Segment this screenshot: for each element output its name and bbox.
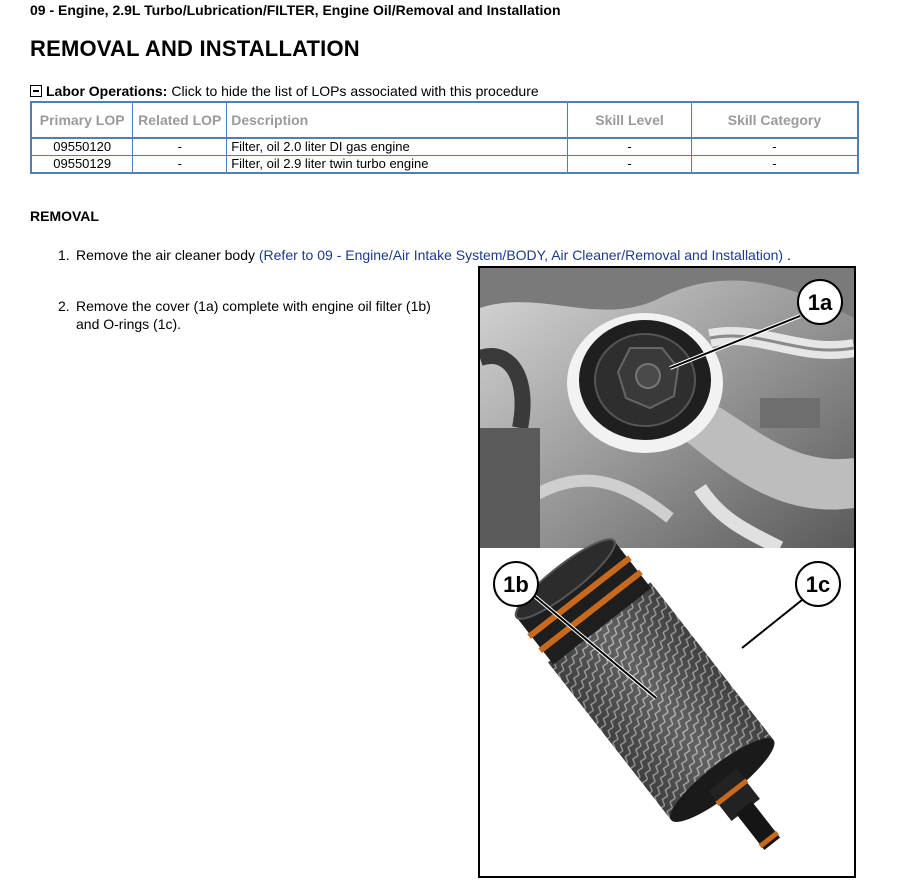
step-number: 2. [58,298,70,314]
air-cleaner-reference-link[interactable]: (Refer to 09 - Engine/Air Intake System/BODY, Air Cleaner/Removal and Installation) [258,247,784,263]
breadcrumb: 09 - Engine, 2.9L Turbo/Lubrication/FILTER, Engine Oil/Removal and Installation [30,2,561,18]
cell-related-lop: - [133,138,227,156]
step-text-line-1: Remove the cover (1a) complete with engine oil filter (1b) [76,298,431,314]
labor-operations-toggle[interactable] [30,83,539,99]
section-heading-removal: REMOVAL [30,208,99,224]
table-row [31,138,858,156]
labor-operations-label: Labor Operations: [46,83,168,99]
table-row [31,156,858,174]
callout-1c: 1c [805,572,831,597]
cell-skill-category: - [691,138,858,156]
oil-filter-illustration [480,268,854,876]
step-suffix: . [783,247,791,263]
collapse-icon[interactable] [30,85,42,97]
cell-description: Filter, oil 2.9 liter twin turbo engine [227,156,568,174]
cell-primary-lop: 09550120 [31,138,133,156]
cell-skill-level: - [568,138,692,156]
col-related-lop: Related LOP [133,102,227,138]
step-text-line-2: and O-rings (1c). [76,316,182,332]
col-description: Description [227,102,568,138]
cell-skill-category: - [691,156,858,174]
col-skill-level: Skill Level [568,102,692,138]
cell-related-lop: - [133,156,227,174]
filter-illustration [480,528,854,876]
cell-description: Filter, oil 2.0 liter DI gas engine [227,138,568,156]
labor-operations-hint[interactable]: Click to hide the list of LOPs associated with this procedure [171,83,539,99]
engine-bay-photo [480,268,854,548]
callout-1a: 1a [807,290,833,315]
page-title: REMOVAL AND INSTALLATION [30,36,360,61]
col-primary-lop: Primary LOP [31,102,133,138]
callout-1b: 1b [503,572,529,597]
step-1 [58,246,878,264]
lop-table [30,101,859,174]
col-skill-category: Skill Category [691,102,858,138]
cell-skill-level: - [568,156,692,174]
cell-primary-lop: 09550129 [31,156,133,174]
step-number: 1. [58,247,70,263]
oil-filter-figure [478,266,856,878]
step-text: Remove the air cleaner body [76,247,259,263]
step-2 [58,297,468,333]
lop-table-header [31,102,858,138]
